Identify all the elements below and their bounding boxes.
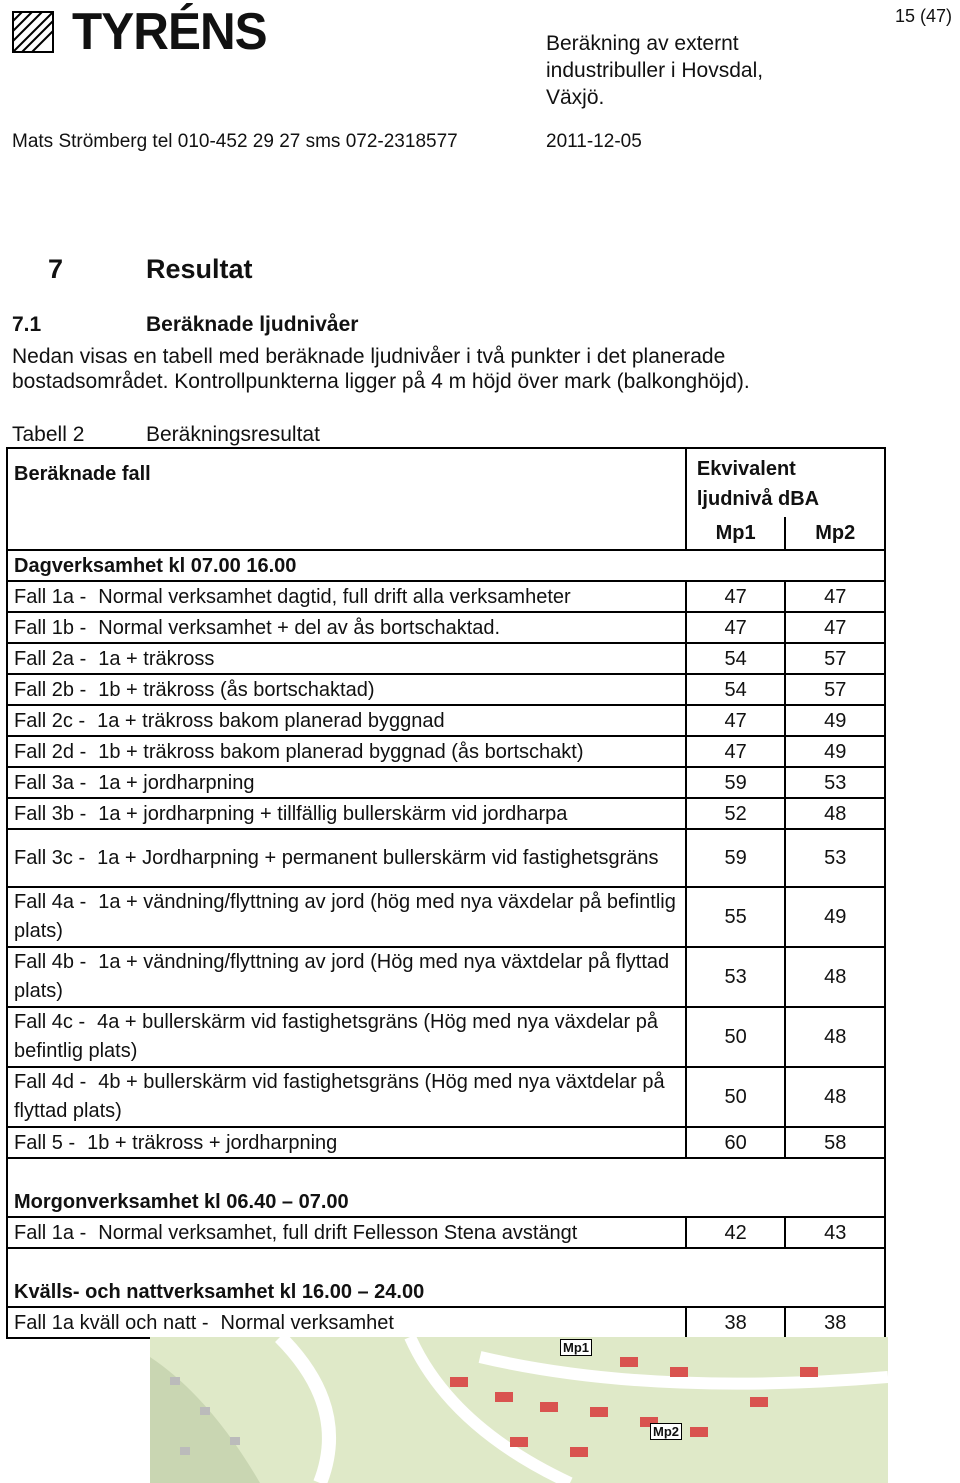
case-label: Fall 4c - [14,1011,86,1033]
table-header-row [7,448,885,517]
mp2-value: 47 [785,581,885,612]
case-description: 1a + jordharpning [98,771,255,794]
case-label: Fall 4a - [14,891,87,913]
case-cell [7,643,686,674]
case-cell [7,1007,686,1067]
section-heading: Dagverksamhet kl 07.00 16.00 [7,550,885,581]
mp2-value: 38 [785,1307,885,1338]
mp1-value: 50 [686,1067,786,1127]
mp1-value: 38 [686,1307,786,1338]
map-marker-mp1: Mp1 [560,1339,592,1356]
case-description: 1a + träkross [98,647,215,670]
map-graphic [150,1337,888,1483]
case-label: Fall 1a kväll och natt - [14,1311,209,1334]
case-label: Fall 1a - [14,585,87,608]
mp1-value: 60 [686,1127,786,1158]
case-cell [7,798,686,829]
case-cell [7,1307,686,1338]
mp2-value: 43 [785,1217,885,1248]
mp2-value: 48 [785,1007,885,1067]
mp1-value: 52 [686,798,786,829]
mp1-value: 54 [686,643,786,674]
table-row [7,705,885,736]
mp2-value: 49 [785,887,885,947]
case-label: Fall 1a - [14,1221,87,1244]
table-row [7,798,885,829]
results-table [6,447,886,1339]
case-description: Normal verksamhet + del av ås bortschaktad. [98,616,501,639]
site-map [150,1337,888,1483]
case-description: Normal verksamhet [220,1311,394,1334]
case-cell [7,1127,686,1158]
case-description: 4b + bullerskärm vid fastighetsgräns (Hög med nya växtdelar på flyttad plats) [14,1071,665,1122]
case-description: 1a + jordharpning + tillfällig bullerskärm vid jordharpa [98,802,568,825]
table-row [7,1067,885,1127]
author-line: Mats Strömberg tel 010-452 29 27 sms 072-2318577 [12,131,458,152]
case-description: 4a + bullerskärm vid fastighetsgräns (Hög med nya växdelar på befintlig plats) [14,1011,658,1062]
section-heading-row [7,550,885,581]
mp2-value: 57 [785,643,885,674]
case-cell [7,612,686,643]
case-label: Fall 3a - [14,771,87,794]
header-level-line2: ljudnivå dBA [696,488,820,511]
map-marker-mp2: Mp2 [650,1423,682,1440]
case-description: 1a + vändning/flyttning av jord (Hög med nya växtdelar på flyttad plats) [14,951,670,1002]
case-cell [7,736,686,767]
case-description: 1a + Jordharpning + permanent bullerskärm vid fastighetsgräns [97,846,659,869]
case-label: Fall 2c - [14,709,86,732]
mp1-value: 54 [686,674,786,705]
table-row [7,643,885,674]
mp2-value: 48 [785,1067,885,1127]
table-caption-text: Beräkningsresultat [146,423,320,446]
case-description: 1b + träkross bakom planerad byggnad (ås bortschakt) [98,740,584,763]
mp2-value: 49 [785,705,885,736]
table-row [7,887,885,947]
mp2-value: 53 [785,829,885,887]
subsection-number: 7.1 [12,313,42,336]
tyrens-logo-icon [12,11,54,53]
mp1-value: 42 [686,1217,786,1248]
mp1-value: 55 [686,887,786,947]
case-label: Fall 3b - [14,802,87,825]
mp2-value: 57 [785,674,885,705]
table-row [7,612,885,643]
case-cell [7,674,686,705]
case-cell [7,947,686,1007]
intro-paragraph: Nedan visas en tabell med beräknade ljudnivåer i två punkter i det planerade bostadsområdet. Kontrollpunkterna ligger på 4 m höjd över mark (balkonghöjd). [12,345,750,393]
table-caption-label: Tabell 2 [12,423,85,446]
case-description: 1a + träkross bakom planerad byggnad [97,709,445,732]
header-level-line1: Ekvivalent [696,458,796,481]
mp2-value: 48 [785,947,885,1007]
case-label: Fall 2b - [14,678,87,701]
section-gap [7,1248,885,1277]
mp1-value: 47 [686,736,786,767]
table-row [7,947,885,1007]
section-heading: Morgonverksamhet kl 06.40 – 07.00 [7,1187,885,1217]
table-row [7,1217,885,1248]
case-description: 1a + vändning/flyttning av jord (hög med nya växdelar på befintlig plats) [14,891,676,942]
table-row [7,581,885,612]
mp1-value: 53 [686,947,786,1007]
mp1-value: 59 [686,829,786,887]
mp2-value: 47 [785,612,885,643]
header-level [686,448,885,517]
case-label: Fall 2a - [14,647,87,670]
section-gap [7,1158,885,1187]
mp2-value: 53 [785,767,885,798]
section-heading-row [7,1187,885,1217]
mp2-value: 48 [785,798,885,829]
section-title: Resultat [146,254,253,284]
case-description: Normal verksamhet dagtid, full drift alla verksamheter [98,585,571,608]
mp1-value: 59 [686,767,786,798]
table-row [7,767,885,798]
mp1-value: 50 [686,1007,786,1067]
case-description: 1b + träkross + jordharpning [87,1131,338,1154]
case-description: 1b + träkross (ås bortschaktad) [98,678,375,701]
table-row [7,1307,885,1338]
case-cell [7,1217,686,1248]
table-row [7,674,885,705]
table-row [7,1127,885,1158]
case-cell [7,887,686,947]
header-case: Beräknade fall [7,448,686,550]
case-cell [7,767,686,798]
header-mp2: Mp2 [785,517,885,550]
section-heading: Kvälls- och nattverksamhet kl 16.00 – 24.00 [7,1277,885,1307]
case-label: Fall 5 - [14,1131,76,1154]
document-date: 2011-12-05 [546,131,642,152]
subsection-title: Beräknade ljudnivåer [146,313,359,336]
case-label: Fall 4b - [14,951,87,973]
case-label: Fall 3c - [14,846,86,869]
table-row [7,736,885,767]
mp2-value: 49 [785,736,885,767]
case-label: Fall 1b - [14,616,87,639]
case-description: Normal verksamhet, full drift Fellesson Stena avstängt [98,1221,578,1244]
mp1-value: 47 [686,612,786,643]
case-cell [7,1067,686,1127]
logo-text: TYRÉNS [72,3,267,61]
mp1-value: 47 [686,581,786,612]
header-mp1: Mp1 [686,517,786,550]
company-logo [12,3,277,61]
case-cell [7,705,686,736]
section-number: 7 [48,254,64,284]
case-cell [7,829,686,887]
mp2-value: 58 [785,1127,885,1158]
page-number: 15 (47) [894,6,952,26]
case-label: Fall 4d - [14,1071,87,1093]
document-title: Beräkning av externt industribuller i Hovsdal, Växjö. [546,32,764,109]
case-cell [7,581,686,612]
table-row [7,829,885,887]
mp1-value: 47 [686,705,786,736]
table-row [7,1007,885,1067]
case-label: Fall 2d - [14,740,87,763]
section-heading-row [7,1277,885,1307]
